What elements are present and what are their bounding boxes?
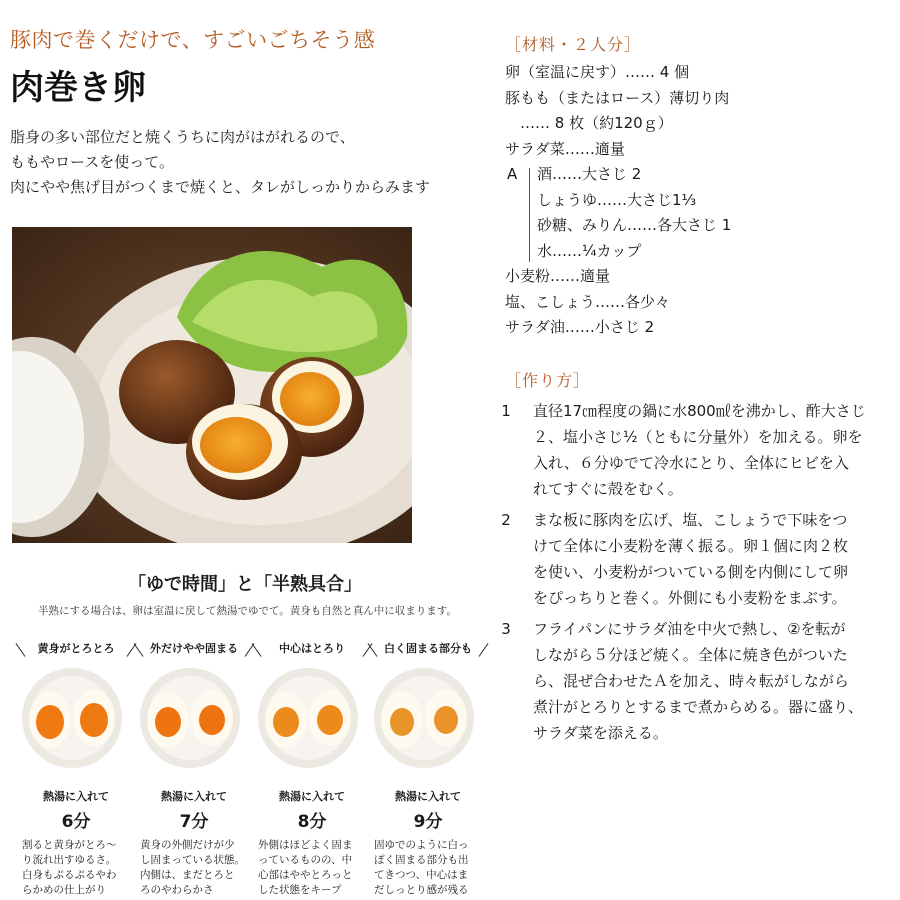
egg-boil-label: 熱湯に入れて xyxy=(395,790,461,803)
bracket-line xyxy=(529,168,530,262)
egg-desc-line: 白身もぷるぷるやわ xyxy=(22,869,117,881)
egg-desc-line: ぽく固まる部分も出 xyxy=(374,854,469,866)
egg-description xyxy=(20,838,132,898)
intro-text xyxy=(10,125,490,200)
step-3 xyxy=(501,616,895,746)
material-line: 水……¼カップ xyxy=(537,241,642,260)
material-line: サラダ油……小さじ 2 xyxy=(505,318,655,336)
egg-desc-line: 心部はややとろっと xyxy=(258,869,353,881)
material-line: 塩、こしょう……各少々 xyxy=(505,292,671,311)
egg-desc-line: 外側はほどよく固ま xyxy=(258,839,353,851)
step-line: サラダ菜を添える。 xyxy=(533,724,668,742)
egg-description xyxy=(372,838,484,898)
egg-card-6min xyxy=(20,640,132,898)
materials-heading: ［材料・２人分］ xyxy=(505,35,642,54)
egg-desc-line: し固まっている状態。 xyxy=(140,854,245,866)
egg-desc-line: 黄身の外側だけが少 xyxy=(140,839,235,851)
step-line: まな板に豚肉を広げ、塩、こしょうで下味をつ xyxy=(533,511,848,529)
step-number: 3 xyxy=(501,620,511,638)
egg-label: 外だけやや固まる xyxy=(138,640,250,658)
step-line: けて全体に小麦粉を薄く振る。卵１個に肉２枚 xyxy=(533,537,849,555)
material-line: 小麦粉……適量 xyxy=(505,267,611,285)
recipe-title: 肉巻き卵 xyxy=(10,68,146,108)
egg-description xyxy=(138,838,250,898)
egg-boil-minutes: 8分 xyxy=(297,812,327,832)
egg-label: 白く固まる部分も xyxy=(372,640,484,658)
step-line: フライパンにサラダ油を中火で熱し、②を転が xyxy=(533,620,846,638)
egg-desc-line: 割ると黄身がとろ～ xyxy=(22,839,117,851)
materials-list xyxy=(505,60,895,341)
intro-line: 肉にやや焦げ目がつくまで焼くと、タレがしっかりからみます xyxy=(10,178,431,196)
egg-description xyxy=(256,838,368,898)
egg-desc-line: り流れ出すゆるさ。 xyxy=(22,854,117,866)
boil-heading: 「ゆで時間」と「半熟具合」 xyxy=(128,574,362,595)
step-line: 煮汁がとろりとするまで煮からめる。器に盛り、 xyxy=(533,698,864,716)
boil-subtext: 半熟にする場合は、卵は室温に戻して熱湯でゆでて。黄身も自然と真ん中に収まります。 xyxy=(38,605,457,617)
egg-card-7min xyxy=(138,640,250,898)
egg-desc-line: だしっとり感が残る xyxy=(374,884,469,896)
material-line: 砂糖、みりん……各大さじ 1 xyxy=(537,216,732,234)
material-line: 豚もも（またはロース）薄切り肉 xyxy=(505,88,730,107)
step-line: れてすぐに殻をむく。 xyxy=(533,480,683,498)
step-number: 1 xyxy=(501,402,511,420)
dish-photo xyxy=(12,227,412,543)
egg-card-9min xyxy=(372,640,484,898)
step-line: 入れ、６分ゆでて冷水にとり、全体にヒビを入 xyxy=(533,454,849,472)
egg-desc-line: した状態をキープ xyxy=(258,884,342,896)
material-line: 酒……大さじ 2 xyxy=(537,165,642,183)
step-line: を使い、小麦粉がついている側を内側にして卵 xyxy=(533,563,849,581)
intro-line: ももやロースを使って。 xyxy=(10,153,174,171)
step-1 xyxy=(501,398,895,502)
egg-boil-minutes: 6分 xyxy=(61,812,91,832)
intro-line: 脂身の多い部位だと焼くうちに肉がはがれるので、 xyxy=(10,128,355,146)
egg-boil-label: 熱湯に入れて xyxy=(279,790,345,803)
egg-plate-image xyxy=(372,666,476,770)
egg-boil-label: 熱湯に入れて xyxy=(161,790,227,803)
seasoning-a-label: A xyxy=(507,165,518,183)
step-number: 2 xyxy=(501,511,511,529)
recipe-subtitle: 豚肉で巻くだけで、すごいごちそう感 xyxy=(10,28,376,52)
egg-desc-line: 固ゆでのように白っ xyxy=(374,839,469,851)
egg-label: 中心はとろり xyxy=(256,640,368,658)
step-line: ２、塩小さじ½（ともに分量外）を加える。卵を xyxy=(533,428,863,446)
egg-desc-line: ろのやわらかさ xyxy=(140,884,214,896)
egg-desc-line: っているものの、中 xyxy=(258,854,353,866)
egg-desc-line: てきつつ、中心はま xyxy=(374,869,469,881)
egg-desc-line: らかめの仕上がり xyxy=(22,884,106,896)
egg-label: 黄身がとろとろ xyxy=(20,640,132,658)
material-line: 卵（室温に戻す）…… 4 個 xyxy=(505,63,690,81)
step-2 xyxy=(501,507,895,611)
egg-card-8min xyxy=(256,640,368,898)
egg-plate-image xyxy=(256,666,360,770)
egg-boil-minutes: 7分 xyxy=(179,812,209,832)
material-line: サラダ菜……適量 xyxy=(505,139,625,158)
material-line: しょうゆ……大さじ1⅓ xyxy=(537,190,697,209)
material-line: …… 8 枚（約120ｇ） xyxy=(505,114,673,132)
step-line: しながら５分ほど焼く。全体に焼き色がついた xyxy=(533,646,848,664)
egg-plate-image xyxy=(138,666,242,770)
egg-boil-label: 熱湯に入れて xyxy=(43,790,109,803)
seasoning-a-group xyxy=(505,162,895,264)
step-line: をぴっちりと巻く。外側にも小麦粉をまぶす。 xyxy=(533,589,847,607)
howto-steps xyxy=(501,398,895,746)
egg-plate-image xyxy=(20,666,124,770)
howto-heading: ［作り方］ xyxy=(505,371,591,390)
egg-desc-line: 内側は、まだとろと xyxy=(140,869,235,881)
step-line: ら、混ぜ合わせたＡを加え、時々転がしながら xyxy=(533,672,849,690)
step-line: 直径17㎝程度の鍋に水800㎖を沸かし、酢大さじ xyxy=(533,402,866,420)
egg-boil-minutes: 9分 xyxy=(413,812,443,832)
